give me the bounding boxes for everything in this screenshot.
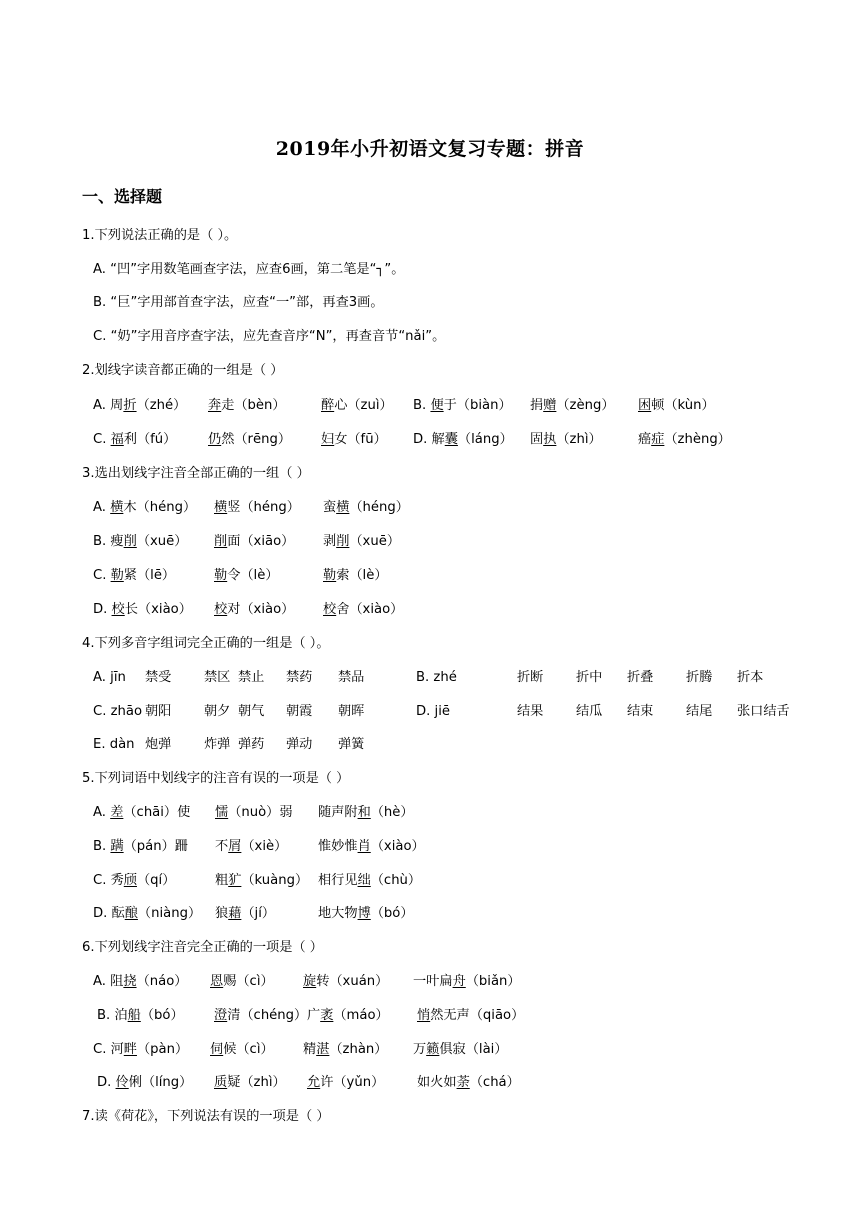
option-cell: 随声附和（hè）: [318, 805, 414, 820]
option-cell: E. dàn: [93, 737, 135, 752]
option-cell: 折断: [517, 670, 544, 685]
option-cell: 朝晖: [338, 704, 365, 719]
option-cell: 折叠: [627, 670, 654, 685]
option-cell: 炸弹: [204, 737, 231, 752]
option-cell: A. jīn: [93, 670, 126, 685]
option-cell: 悄然无声（qiāo）: [417, 1008, 525, 1023]
option-cell: 禁受: [145, 670, 172, 685]
option-cell: 折腾: [686, 670, 713, 685]
option-cell: 惟妙惟肖（xiào）: [318, 839, 425, 854]
option-cell: C. zhāo: [93, 704, 143, 719]
option-cell: A. 周折（zhé）: [93, 398, 187, 413]
question-stem: 3.选出划线字注音全部正确的一组（ ）: [82, 466, 310, 481]
option-cell: 不屑（xiè）: [215, 839, 288, 854]
option-cell: 朝气: [238, 704, 265, 719]
option-cell: 妇女（fū）: [321, 432, 387, 447]
option-cell: A. 阻挠（náo）: [93, 974, 188, 989]
option-cell: A. 横木（héng）: [93, 500, 197, 515]
option-cell: 狼藉（jí）: [215, 906, 276, 921]
option-cell: 结束: [627, 704, 654, 719]
option-cell: 澄清（chéng）: [214, 1008, 308, 1023]
option-cell: B. zhé: [416, 670, 457, 685]
option-cell: 醉心（zuì）: [321, 398, 393, 413]
option-cell: 伺候（cì）: [210, 1042, 274, 1057]
option-cell: 旋转（xuán）: [303, 974, 389, 989]
option-cell: 禁药: [286, 670, 313, 685]
option-cell: 剥削（xuē）: [323, 534, 401, 549]
option-cell: 困顿（kùn）: [638, 398, 715, 413]
option-cell: A. 差（chāi）使: [93, 805, 191, 820]
option-cell: 精湛（zhàn）: [303, 1042, 388, 1057]
option-cell: C. 河畔（pàn）: [93, 1042, 189, 1057]
option-cell: 禁区: [204, 670, 231, 685]
option-cell: 结果: [517, 704, 544, 719]
option-cell: 癌症（zhèng）: [638, 432, 731, 447]
option-cell: 地大物博（bó）: [318, 906, 414, 921]
option-cell: 允许（yǔn）: [307, 1075, 385, 1090]
option-cell: B. 便于（biàn）: [413, 398, 512, 413]
option-cell: C. 福利（fú）: [93, 432, 177, 447]
option-cell: 弹动: [286, 737, 313, 752]
option-cell: 万籁俱寂（lài）: [413, 1042, 508, 1057]
option-cell: 蛮横（héng）: [323, 500, 409, 515]
option-cell: 质疑（zhì）: [214, 1075, 286, 1090]
option-cell: 朝夕: [204, 704, 231, 719]
option-cell: 削面（xiāo）: [214, 534, 295, 549]
option-cell: 校对（xiào）: [214, 602, 295, 617]
option-cell: 折中: [576, 670, 603, 685]
option-cell: 禁品: [338, 670, 365, 685]
option-cell: 仍然（rēng）: [208, 432, 292, 447]
option-cell: 懦（nuò）弱: [215, 805, 293, 820]
option-cell: 朝霞: [286, 704, 313, 719]
option-cell: 结尾: [686, 704, 713, 719]
option-cell: B. “巨”字用部首查字法，应查“一”部，再查3画。: [93, 295, 384, 310]
option-cell: 相行见绌（chù）: [318, 873, 422, 888]
option-cell: C. 秀颀（qí）: [93, 873, 176, 888]
question-stem: 2.划线字读音都正确的一组是（ ）: [82, 363, 284, 378]
option-cell: D. jiē: [416, 704, 450, 719]
option-cell: 炮弹: [145, 737, 172, 752]
page-title: 2019年小升初语文复习专题：拼音: [275, 138, 585, 160]
option-cell: 弹药: [238, 737, 265, 752]
option-cell: D. 酝酿（niàng）: [93, 906, 202, 921]
option-cell: 一叶扁舟（biǎn）: [413, 974, 521, 989]
option-cell: 粗犷（kuàng）: [215, 873, 309, 888]
option-cell: A. “凹”字用数笔画查字法，应查6画，第二笔是“┐”。: [93, 262, 405, 277]
option-cell: 折本: [737, 670, 764, 685]
option-cell: 捐赠（zèng）: [530, 398, 615, 413]
option-cell: C. 勒紧（lē）: [93, 568, 176, 583]
question-stem: 1.下列说法正确的是（ ）。: [82, 228, 238, 243]
question-stem: 4.下列多音字组词完全正确的一组是（ ）。: [82, 636, 330, 651]
option-cell: C. “奶”字用音序查字法，应先查音序“N”，再查音节“nǎi”。: [93, 329, 446, 344]
option-cell: D. 校长（xiào）: [93, 602, 192, 617]
option-cell: 校舍（xiào）: [323, 602, 404, 617]
option-cell: 朝阳: [145, 704, 172, 719]
option-cell: 张口结舌: [737, 704, 790, 719]
option-cell: 横竖（héng）: [214, 500, 300, 515]
option-cell: 勒索（lè）: [323, 568, 388, 583]
option-cell: 广袤（máo）: [307, 1008, 389, 1023]
section-heading: 一、选择题: [82, 187, 163, 206]
question-stem: 5.下列词语中划线字的注音有误的一项是（ ）: [82, 771, 350, 786]
option-cell: 结瓜: [576, 704, 603, 719]
option-cell: D. 解囊（láng）: [413, 432, 513, 447]
option-cell: D. 伶俐（líng）: [97, 1075, 193, 1090]
option-cell: 恩赐（cì）: [210, 974, 274, 989]
option-cell: 固执（zhì）: [530, 432, 602, 447]
option-cell: B. 瘦削（xuē）: [93, 534, 188, 549]
option-cell: 禁止: [238, 670, 265, 685]
option-cell: 奔走（bèn）: [208, 398, 286, 413]
question-stem: 7.读《荷花》，下列说法有误的一项是（ ）: [82, 1109, 330, 1124]
option-cell: 如火如荼（chá）: [417, 1075, 520, 1090]
option-cell: B. 蹒（pán）跚: [93, 839, 188, 854]
question-stem: 6.下列划线字注音完全正确的一项是（ ）: [82, 940, 323, 955]
option-cell: 弹簧: [338, 737, 365, 752]
option-cell: 勒令（lè）: [214, 568, 279, 583]
option-cell: B. 泊船（bó）: [97, 1008, 184, 1023]
